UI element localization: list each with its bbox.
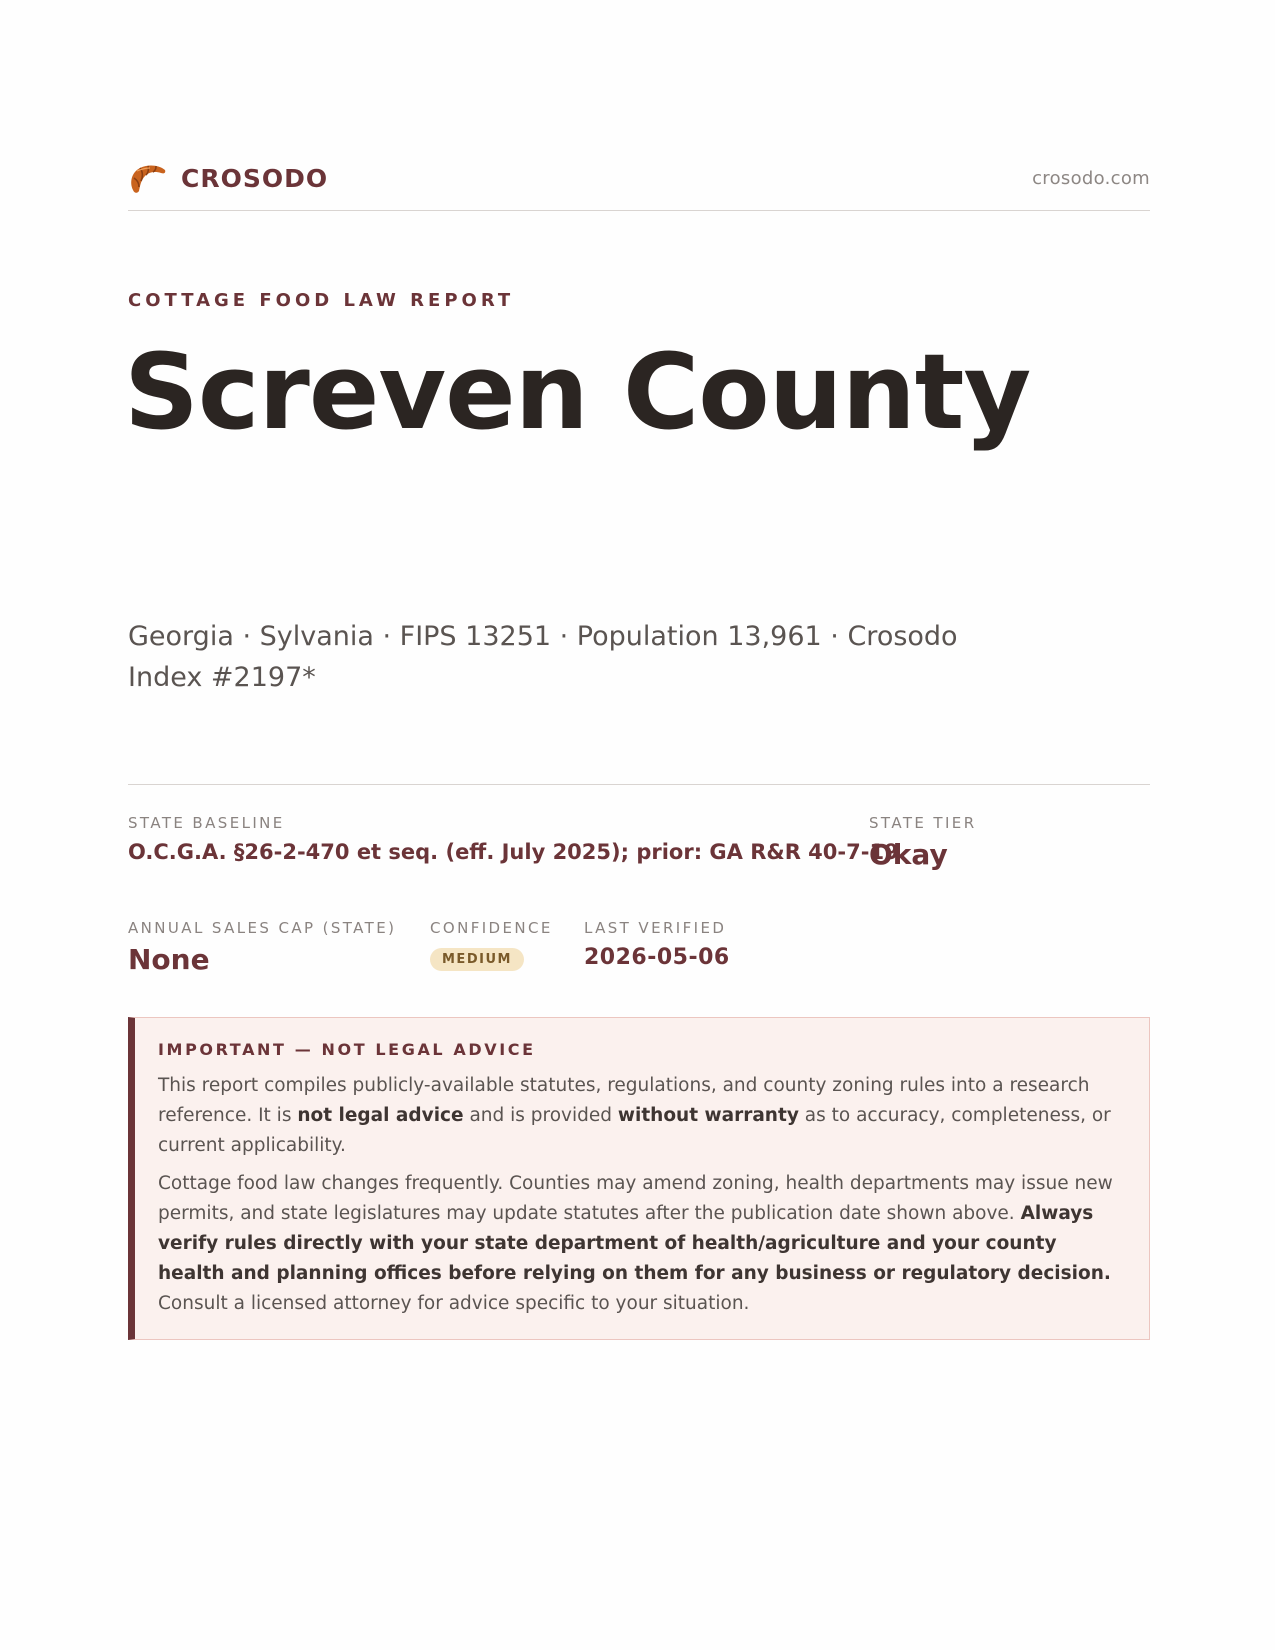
- state-tier-label: STATE TIER: [869, 814, 977, 832]
- state-tier-field: [869, 814, 977, 871]
- confidence-label: CONFIDENCE: [430, 919, 553, 937]
- notice-text: and is provided: [463, 1105, 618, 1126]
- notice-emphasis: not legal advice: [297, 1105, 464, 1126]
- legal-notice: [128, 1017, 1150, 1340]
- confidence-badge: MEDIUM: [430, 948, 524, 971]
- notice-text: as to accuracy, completeness, or current applicability.: [158, 1105, 1111, 1156]
- state-baseline-value: O.C.G.A. §26-2-470 et seq. (eff. July 2025); prior: GA R&R 40-7-19: [128, 840, 899, 864]
- last-verified-field: [584, 919, 730, 970]
- notice-text: Cottage food law changes frequently. Counties may amend zoning, health departments may issue new permits, and state legislatures may update statutes after the publication date shown above.: [158, 1173, 1113, 1224]
- confidence-field: [430, 919, 553, 971]
- report-subtitle: Georgia · Sylvania · FIPS 13251 · Population 13,961 · Crosodo Index #2197*: [128, 621, 958, 693]
- notice-text: Consult a licensed attorney for advice specific to your situation.: [158, 1293, 750, 1314]
- report-eyebrow: COTTAGE FOOD LAW REPORT: [128, 290, 515, 311]
- notice-emphasis: without warranty: [617, 1105, 799, 1126]
- page-title: Screven County: [124, 331, 1031, 453]
- last-verified-value: 2026-05-06: [584, 945, 730, 970]
- state-baseline-label: STATE BASELINE: [128, 814, 285, 832]
- last-verified-label: LAST VERIFIED: [584, 919, 727, 937]
- notice-paragraph-2: [158, 1169, 1121, 1319]
- site-url[interactable]: crosodo.com: [1032, 168, 1150, 189]
- brand-name: CROSODO: [181, 163, 329, 193]
- page-header: [128, 158, 1150, 211]
- state-baseline-field: [128, 814, 899, 864]
- notice-text: This report compiles publicly-available statutes, regulations, and county zoning rules into a research reference. It is: [158, 1075, 1090, 1126]
- notice-paragraph-1: [158, 1071, 1121, 1161]
- notice-title: IMPORTANT — NOT LEGAL ADVICE: [158, 1040, 536, 1059]
- sales-cap-label: ANNUAL SALES CAP (STATE): [128, 919, 397, 937]
- section-divider: [128, 784, 1150, 785]
- sales-cap-field: [128, 919, 396, 976]
- brand: [128, 160, 328, 196]
- sales-cap-value: None: [128, 943, 210, 976]
- croissant-icon: [128, 160, 168, 196]
- notice-emphasis: Always verify rules directly with your state department of health/agriculture and your county health and planning offices before relying on them for any business or regulatory decision.: [158, 1203, 1111, 1284]
- state-tier-value: Okay: [869, 838, 948, 871]
